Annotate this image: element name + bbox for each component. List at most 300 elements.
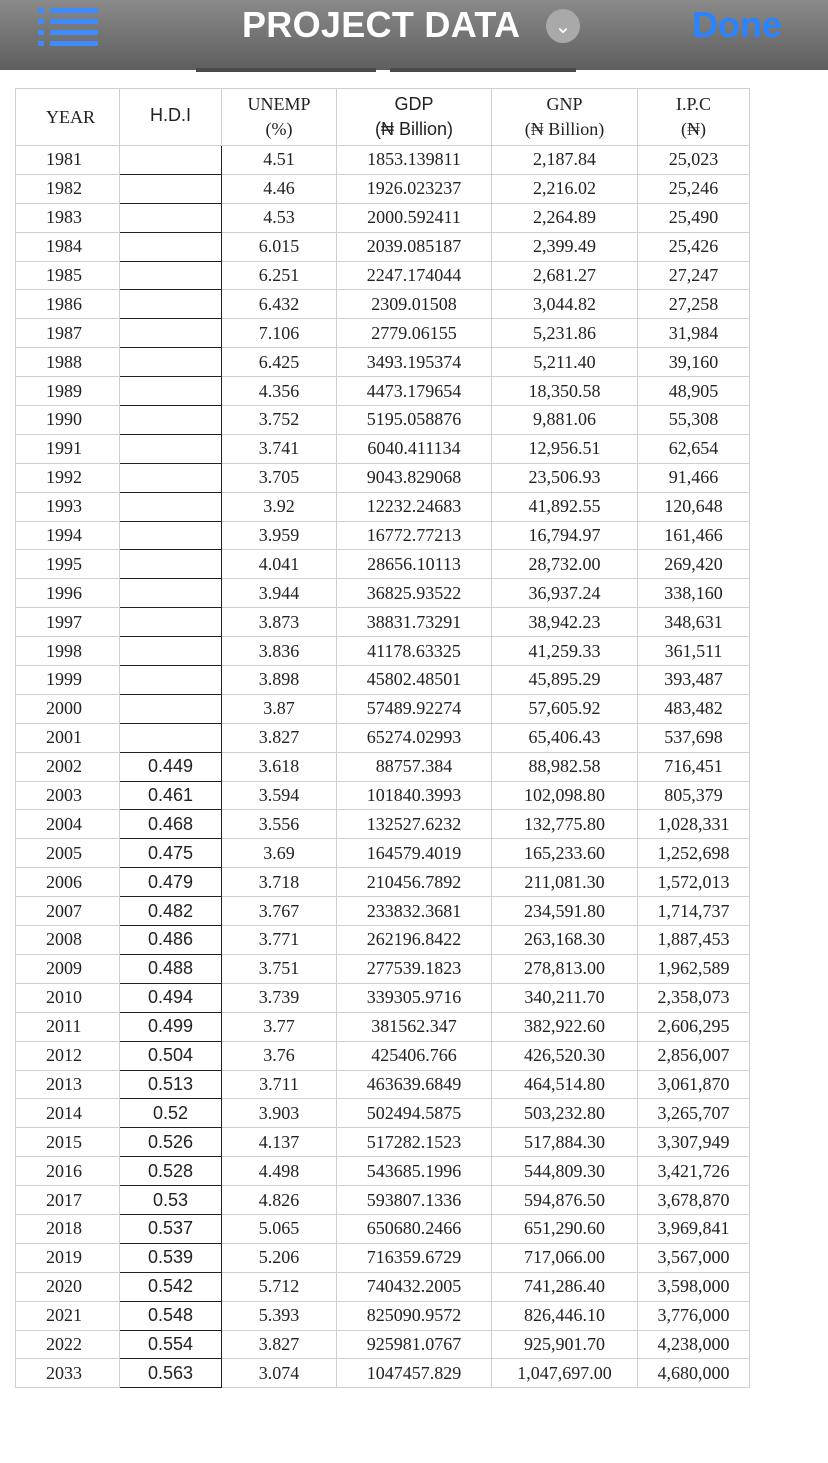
cell-gdp[interactable]: 2779.06155 — [337, 319, 492, 348]
cell-gnp[interactable]: 9,881.06 — [492, 406, 638, 435]
cell-hdi[interactable]: 0.554 — [120, 1330, 222, 1359]
cell-year[interactable]: 1986 — [16, 290, 120, 319]
cell-ipc[interactable]: 2,856,007 — [638, 1041, 750, 1070]
cell-hdi[interactable] — [120, 521, 222, 550]
table-row — [16, 406, 750, 435]
cell-gdp[interactable]: 593807.1336 — [337, 1186, 492, 1215]
cell-ipc[interactable]: 1,887,453 — [638, 926, 750, 955]
cell-year[interactable]: 1984 — [16, 232, 120, 261]
cell-hdi[interactable]: 0.449 — [120, 752, 222, 781]
document-title[interactable]: PROJECT DATA — [242, 4, 521, 45]
table-row — [16, 723, 750, 752]
cell-hdi[interactable]: 0.539 — [120, 1243, 222, 1272]
table-row — [16, 1214, 750, 1243]
cell-year[interactable]: 1990 — [16, 406, 120, 435]
table-row — [16, 377, 750, 406]
cell-hdi[interactable]: 0.461 — [120, 781, 222, 810]
cell-gnp[interactable]: 234,591.80 — [492, 897, 638, 926]
cell-hdi[interactable]: 0.504 — [120, 1041, 222, 1070]
cell-gdp[interactable]: 9043.829068 — [337, 463, 492, 492]
cell-hdi[interactable]: 0.526 — [120, 1128, 222, 1157]
header-unemp: UNEMP (%) — [222, 89, 337, 146]
cell-gnp[interactable]: 2,264.89 — [492, 203, 638, 232]
cell-gnp[interactable]: 165,233.60 — [492, 839, 638, 868]
cell-hdi[interactable]: 0.486 — [120, 926, 222, 955]
cell-hdi[interactable] — [120, 261, 222, 290]
cell-year[interactable]: 1983 — [16, 203, 120, 232]
cell-ipc[interactable]: 1,572,013 — [638, 868, 750, 897]
table-row — [16, 1243, 750, 1272]
cell-gdp[interactable]: 262196.8422 — [337, 926, 492, 955]
cell-year[interactable]: 2005 — [16, 839, 120, 868]
cell-year[interactable]: 1987 — [16, 319, 120, 348]
cell-hdi[interactable]: 0.482 — [120, 897, 222, 926]
cell-ipc[interactable]: 25,426 — [638, 232, 750, 261]
cell-year[interactable]: 2011 — [16, 1012, 120, 1041]
cell-gnp[interactable]: 503,232.80 — [492, 1099, 638, 1128]
cell-ipc[interactable]: 161,466 — [638, 521, 750, 550]
table-row — [16, 637, 750, 666]
cell-gnp[interactable]: 3,044.82 — [492, 290, 638, 319]
cell-gdp[interactable]: 425406.766 — [337, 1041, 492, 1070]
cell-unemp[interactable]: 5.065 — [222, 1214, 337, 1243]
cell-hdi[interactable] — [120, 723, 222, 752]
cell-gnp[interactable]: 594,876.50 — [492, 1186, 638, 1215]
cell-gdp[interactable]: 210456.7892 — [337, 868, 492, 897]
cell-unemp[interactable]: 5.206 — [222, 1243, 337, 1272]
cell-gnp[interactable]: 340,211.70 — [492, 983, 638, 1012]
cell-hdi[interactable]: 0.52 — [120, 1099, 222, 1128]
cell-hdi[interactable] — [120, 492, 222, 521]
cell-year[interactable]: 2017 — [16, 1186, 120, 1215]
cell-gdp[interactable]: 12232.24683 — [337, 492, 492, 521]
cell-gnp[interactable]: 38,942.23 — [492, 608, 638, 637]
cell-unemp[interactable]: 3.92 — [222, 492, 337, 521]
cell-gdp[interactable]: 28656.10113 — [337, 550, 492, 579]
table-row — [16, 781, 750, 810]
cell-gdp[interactable]: 88757.384 — [337, 752, 492, 781]
cell-gnp[interactable]: 826,446.10 — [492, 1301, 638, 1330]
cell-gdp[interactable]: 41178.63325 — [337, 637, 492, 666]
cell-gdp[interactable]: 650680.2466 — [337, 1214, 492, 1243]
cell-gdp[interactable]: 36825.93522 — [337, 579, 492, 608]
cell-gnp[interactable]: 57,605.92 — [492, 694, 638, 723]
cell-hdi[interactable] — [120, 348, 222, 377]
cell-gnp[interactable]: 2,399.49 — [492, 232, 638, 261]
cell-unemp[interactable]: 3.741 — [222, 434, 337, 463]
cell-gnp[interactable]: 132,775.80 — [492, 810, 638, 839]
cell-unemp[interactable]: 3.751 — [222, 954, 337, 983]
cell-gnp[interactable]: 464,514.80 — [492, 1070, 638, 1099]
cell-year[interactable]: 1994 — [16, 521, 120, 550]
cell-year[interactable]: 1982 — [16, 174, 120, 203]
cell-gnp[interactable]: 925,901.70 — [492, 1330, 638, 1359]
cell-unemp[interactable]: 3.771 — [222, 926, 337, 955]
cell-hdi[interactable]: 0.537 — [120, 1214, 222, 1243]
cell-year[interactable]: 1995 — [16, 550, 120, 579]
cell-ipc[interactable]: 31,984 — [638, 319, 750, 348]
cell-hdi[interactable] — [120, 203, 222, 232]
cell-unemp[interactable]: 3.959 — [222, 521, 337, 550]
cell-unemp[interactable]: 3.827 — [222, 1330, 337, 1359]
list-menu-icon[interactable] — [38, 8, 98, 46]
cell-gnp[interactable]: 88,982.58 — [492, 752, 638, 781]
cell-year[interactable]: 2004 — [16, 810, 120, 839]
cell-unemp[interactable]: 3.074 — [222, 1359, 337, 1388]
cell-year[interactable]: 2016 — [16, 1157, 120, 1186]
cell-hdi[interactable] — [120, 174, 222, 203]
cell-hdi[interactable] — [120, 146, 222, 175]
cell-gdp[interactable]: 2247.174044 — [337, 261, 492, 290]
cell-ipc[interactable]: 48,905 — [638, 377, 750, 406]
table-row — [16, 174, 750, 203]
cell-hdi[interactable]: 0.542 — [120, 1272, 222, 1301]
cell-gdp[interactable]: 233832.3681 — [337, 897, 492, 926]
cell-unemp[interactable]: 3.739 — [222, 983, 337, 1012]
cell-unemp[interactable]: 4.356 — [222, 377, 337, 406]
table-row — [16, 492, 750, 521]
cell-unemp[interactable]: 3.618 — [222, 752, 337, 781]
cell-unemp[interactable]: 6.015 — [222, 232, 337, 261]
cell-year[interactable]: 2000 — [16, 694, 120, 723]
cell-gnp[interactable]: 544,809.30 — [492, 1157, 638, 1186]
cell-year[interactable]: 1996 — [16, 579, 120, 608]
cell-unemp[interactable]: 3.836 — [222, 637, 337, 666]
cell-unemp[interactable]: 3.594 — [222, 781, 337, 810]
cell-gnp[interactable]: 651,290.60 — [492, 1214, 638, 1243]
cell-gnp[interactable]: 5,231.86 — [492, 319, 638, 348]
cell-gdp[interactable]: 101840.3993 — [337, 781, 492, 810]
cell-ipc[interactable]: 1,714,737 — [638, 897, 750, 926]
table-row — [16, 290, 750, 319]
table-row — [16, 1301, 750, 1330]
cell-ipc[interactable]: 716,451 — [638, 752, 750, 781]
cell-gnp[interactable]: 28,732.00 — [492, 550, 638, 579]
table-row — [16, 1157, 750, 1186]
cell-year[interactable]: 1981 — [16, 146, 120, 175]
cell-gdp[interactable]: 6040.411134 — [337, 434, 492, 463]
table-row — [16, 579, 750, 608]
cell-ipc[interactable]: 1,962,589 — [638, 954, 750, 983]
cell-unemp[interactable]: 3.903 — [222, 1099, 337, 1128]
table-row — [16, 1272, 750, 1301]
cell-gnp[interactable]: 12,956.51 — [492, 434, 638, 463]
top-toolbar — [0, 0, 828, 70]
table-row — [16, 232, 750, 261]
cell-gnp[interactable]: 41,259.33 — [492, 637, 638, 666]
cell-hdi[interactable] — [120, 637, 222, 666]
cell-year[interactable]: 2007 — [16, 897, 120, 926]
cell-hdi[interactable]: 0.528 — [120, 1157, 222, 1186]
cell-ipc[interactable]: 3,421,726 — [638, 1157, 750, 1186]
cell-year[interactable]: 2002 — [16, 752, 120, 781]
cell-unemp[interactable]: 3.827 — [222, 723, 337, 752]
cell-hdi[interactable] — [120, 434, 222, 463]
cell-year[interactable]: 2008 — [16, 926, 120, 955]
table-row — [16, 203, 750, 232]
cell-gdp[interactable]: 2039.085187 — [337, 232, 492, 261]
cell-hdi[interactable]: 0.468 — [120, 810, 222, 839]
table-row — [16, 1128, 750, 1157]
cell-year[interactable]: 2003 — [16, 781, 120, 810]
cell-gdp[interactable]: 57489.92274 — [337, 694, 492, 723]
cell-gdp[interactable]: 3493.195374 — [337, 348, 492, 377]
cell-gdp[interactable]: 740432.2005 — [337, 1272, 492, 1301]
cell-gnp[interactable]: 5,211.40 — [492, 348, 638, 377]
cell-unemp[interactable]: 5.712 — [222, 1272, 337, 1301]
done-button[interactable]: Done — [692, 4, 782, 45]
cell-gdp[interactable]: 502494.5875 — [337, 1099, 492, 1128]
cell-ipc[interactable]: 3,598,000 — [638, 1272, 750, 1301]
cell-year[interactable]: 1998 — [16, 637, 120, 666]
cell-ipc[interactable]: 3,307,949 — [638, 1128, 750, 1157]
table-row — [16, 261, 750, 290]
cell-unemp[interactable]: 4.51 — [222, 146, 337, 175]
chevron-down-icon[interactable]: ⌄ — [546, 9, 580, 43]
cell-ipc[interactable]: 3,061,870 — [638, 1070, 750, 1099]
cell-ipc[interactable]: 3,776,000 — [638, 1301, 750, 1330]
cell-ipc[interactable]: 2,358,073 — [638, 983, 750, 1012]
cell-ipc[interactable]: 348,631 — [638, 608, 750, 637]
cell-ipc[interactable]: 1,252,698 — [638, 839, 750, 868]
cell-gnp[interactable]: 2,681.27 — [492, 261, 638, 290]
cell-ipc[interactable]: 25,490 — [638, 203, 750, 232]
cell-unemp[interactable]: 3.898 — [222, 666, 337, 695]
cell-gdp[interactable]: 16772.77213 — [337, 521, 492, 550]
cell-unemp[interactable]: 3.752 — [222, 406, 337, 435]
cell-gnp[interactable]: 65,406.43 — [492, 723, 638, 752]
cell-gdp[interactable]: 132527.6232 — [337, 810, 492, 839]
cell-unemp[interactable]: 4.041 — [222, 550, 337, 579]
cell-ipc[interactable]: 25,023 — [638, 146, 750, 175]
cell-year[interactable]: 2013 — [16, 1070, 120, 1099]
cell-gdp[interactable]: 1926.023237 — [337, 174, 492, 203]
cell-ipc[interactable]: 120,648 — [638, 492, 750, 521]
cell-ipc[interactable]: 4,238,000 — [638, 1330, 750, 1359]
cell-ipc[interactable]: 3,678,870 — [638, 1186, 750, 1215]
cell-unemp[interactable]: 4.498 — [222, 1157, 337, 1186]
cell-ipc[interactable]: 361,511 — [638, 637, 750, 666]
table-row — [16, 348, 750, 377]
cell-gnp[interactable]: 23,506.93 — [492, 463, 638, 492]
cell-hdi[interactable]: 0.499 — [120, 1012, 222, 1041]
cell-ipc[interactable]: 338,160 — [638, 579, 750, 608]
cell-unemp[interactable]: 3.767 — [222, 897, 337, 926]
cell-year[interactable]: 2022 — [16, 1330, 120, 1359]
cell-year[interactable]: 1989 — [16, 377, 120, 406]
table-row — [16, 1330, 750, 1359]
cell-gnp[interactable]: 102,098.80 — [492, 781, 638, 810]
cell-ipc[interactable]: 537,698 — [638, 723, 750, 752]
cell-gdp[interactable]: 277539.1823 — [337, 954, 492, 983]
table-row — [16, 608, 750, 637]
cell-unemp[interactable]: 3.556 — [222, 810, 337, 839]
cell-unemp[interactable]: 4.137 — [222, 1128, 337, 1157]
cell-year[interactable]: 1985 — [16, 261, 120, 290]
cell-ipc[interactable]: 27,247 — [638, 261, 750, 290]
cell-hdi[interactable]: 0.548 — [120, 1301, 222, 1330]
table-row — [16, 983, 750, 1012]
cell-hdi[interactable] — [120, 290, 222, 319]
cell-gdp[interactable]: 2000.592411 — [337, 203, 492, 232]
cell-gdp[interactable]: 825090.9572 — [337, 1301, 492, 1330]
cell-hdi[interactable]: 0.563 — [120, 1359, 222, 1388]
cell-hdi[interactable] — [120, 232, 222, 261]
cell-gnp[interactable]: 45,895.29 — [492, 666, 638, 695]
cell-gdp[interactable]: 2309.01508 — [337, 290, 492, 319]
cell-gdp[interactable]: 5195.058876 — [337, 406, 492, 435]
cell-ipc[interactable]: 55,308 — [638, 406, 750, 435]
cell-gdp[interactable]: 543685.1996 — [337, 1157, 492, 1186]
cell-gdp[interactable]: 1047457.829 — [337, 1359, 492, 1388]
cell-hdi[interactable]: 0.494 — [120, 983, 222, 1012]
table-row — [16, 1041, 750, 1070]
cell-unemp[interactable]: 5.393 — [222, 1301, 337, 1330]
cell-year[interactable]: 1993 — [16, 492, 120, 521]
cell-year[interactable]: 1999 — [16, 666, 120, 695]
cell-ipc[interactable]: 91,466 — [638, 463, 750, 492]
cell-hdi[interactable] — [120, 377, 222, 406]
cell-ipc[interactable]: 3,265,707 — [638, 1099, 750, 1128]
cell-unemp[interactable]: 4.53 — [222, 203, 337, 232]
cell-unemp[interactable]: 4.826 — [222, 1186, 337, 1215]
cell-gdp[interactable]: 463639.6849 — [337, 1070, 492, 1099]
cell-hdi[interactable] — [120, 550, 222, 579]
cell-year[interactable]: 2019 — [16, 1243, 120, 1272]
header-gdp: GDP (₦ Billion) — [337, 89, 492, 146]
cell-ipc[interactable]: 39,160 — [638, 348, 750, 377]
cell-ipc[interactable]: 3,567,000 — [638, 1243, 750, 1272]
cell-hdi[interactable]: 0.488 — [120, 954, 222, 983]
table-row — [16, 1359, 750, 1388]
cell-unemp[interactable]: 3.76 — [222, 1041, 337, 1070]
cell-ipc[interactable]: 3,969,841 — [638, 1214, 750, 1243]
table-row — [16, 1012, 750, 1041]
cell-unemp[interactable]: 4.46 — [222, 174, 337, 203]
cell-hdi[interactable] — [120, 406, 222, 435]
table-row — [16, 463, 750, 492]
cell-year[interactable]: 2010 — [16, 983, 120, 1012]
cell-gnp[interactable]: 41,892.55 — [492, 492, 638, 521]
cell-year[interactable]: 2001 — [16, 723, 120, 752]
cell-unemp[interactable]: 3.711 — [222, 1070, 337, 1099]
cell-hdi[interactable]: 0.513 — [120, 1070, 222, 1099]
cell-ipc[interactable]: 4,680,000 — [638, 1359, 750, 1388]
cell-ipc[interactable]: 483,482 — [638, 694, 750, 723]
cell-ipc[interactable]: 393,487 — [638, 666, 750, 695]
header-gnp: GNP (₦ Billion) — [492, 89, 638, 146]
cell-gnp[interactable]: 16,794.97 — [492, 521, 638, 550]
cell-ipc[interactable]: 1,028,331 — [638, 810, 750, 839]
cell-unemp[interactable]: 3.873 — [222, 608, 337, 637]
cell-hdi[interactable] — [120, 463, 222, 492]
cell-gdp[interactable]: 4473.179654 — [337, 377, 492, 406]
cell-gdp[interactable]: 925981.0767 — [337, 1330, 492, 1359]
cell-hdi[interactable] — [120, 608, 222, 637]
cell-year[interactable]: 2033 — [16, 1359, 120, 1388]
cell-gnp[interactable]: 2,216.02 — [492, 174, 638, 203]
cell-hdi[interactable]: 0.479 — [120, 868, 222, 897]
cell-unemp[interactable]: 3.718 — [222, 868, 337, 897]
cell-unemp[interactable]: 3.944 — [222, 579, 337, 608]
cell-year[interactable]: 2006 — [16, 868, 120, 897]
table-row — [16, 1070, 750, 1099]
cell-unemp[interactable]: 6.425 — [222, 348, 337, 377]
cell-unemp[interactable]: 3.77 — [222, 1012, 337, 1041]
cell-hdi[interactable] — [120, 579, 222, 608]
cell-gnp[interactable]: 741,286.40 — [492, 1272, 638, 1301]
cell-gnp[interactable]: 1,047,697.00 — [492, 1359, 638, 1388]
cell-gnp[interactable]: 2,187.84 — [492, 146, 638, 175]
cell-hdi[interactable] — [120, 694, 222, 723]
table-row — [16, 868, 750, 897]
cell-gdp[interactable]: 339305.9716 — [337, 983, 492, 1012]
table-row — [16, 954, 750, 983]
cell-gnp[interactable]: 382,922.60 — [492, 1012, 638, 1041]
cell-gnp[interactable]: 36,937.24 — [492, 579, 638, 608]
cell-gnp[interactable]: 211,081.30 — [492, 868, 638, 897]
header-year: YEAR — [16, 89, 120, 146]
table-row — [16, 319, 750, 348]
cell-gdp[interactable]: 65274.02993 — [337, 723, 492, 752]
cell-year[interactable]: 2015 — [16, 1128, 120, 1157]
cell-year[interactable]: 2012 — [16, 1041, 120, 1070]
cell-gdp[interactable]: 38831.73291 — [337, 608, 492, 637]
cell-unemp[interactable]: 3.705 — [222, 463, 337, 492]
cell-year[interactable]: 2009 — [16, 954, 120, 983]
cell-gdp[interactable]: 381562.347 — [337, 1012, 492, 1041]
cell-ipc[interactable]: 62,654 — [638, 434, 750, 463]
cell-hdi[interactable] — [120, 666, 222, 695]
cell-gdp[interactable]: 164579.4019 — [337, 839, 492, 868]
cell-ipc[interactable]: 2,606,295 — [638, 1012, 750, 1041]
cell-gnp[interactable]: 278,813.00 — [492, 954, 638, 983]
cell-gdp[interactable]: 716359.6729 — [337, 1243, 492, 1272]
cell-year[interactable]: 2020 — [16, 1272, 120, 1301]
cell-year[interactable]: 2014 — [16, 1099, 120, 1128]
cell-unemp[interactable]: 3.69 — [222, 839, 337, 868]
cell-unemp[interactable]: 3.87 — [222, 694, 337, 723]
cell-unemp[interactable]: 6.432 — [222, 290, 337, 319]
cell-gnp[interactable]: 263,168.30 — [492, 926, 638, 955]
cell-hdi[interactable]: 0.475 — [120, 839, 222, 868]
cell-hdi[interactable] — [120, 319, 222, 348]
header-ipc: I.P.C (₦) — [638, 89, 750, 146]
cell-gnp[interactable]: 426,520.30 — [492, 1041, 638, 1070]
cell-year[interactable]: 2021 — [16, 1301, 120, 1330]
cell-gdp[interactable]: 517282.1523 — [337, 1128, 492, 1157]
cell-gdp[interactable]: 1853.139811 — [337, 146, 492, 175]
cell-hdi[interactable]: 0.53 — [120, 1186, 222, 1215]
table-row — [16, 1099, 750, 1128]
cell-gnp[interactable]: 517,884.30 — [492, 1128, 638, 1157]
cell-year[interactable]: 1988 — [16, 348, 120, 377]
cell-year[interactable]: 1992 — [16, 463, 120, 492]
cell-ipc[interactable]: 269,420 — [638, 550, 750, 579]
cell-ipc[interactable]: 27,258 — [638, 290, 750, 319]
cell-unemp[interactable]: 7.106 — [222, 319, 337, 348]
cell-gnp[interactable]: 18,350.58 — [492, 377, 638, 406]
tab-indicator — [196, 68, 376, 72]
cell-year[interactable]: 2018 — [16, 1214, 120, 1243]
cell-year[interactable]: 1991 — [16, 434, 120, 463]
cell-ipc[interactable]: 25,246 — [638, 174, 750, 203]
cell-year[interactable]: 1997 — [16, 608, 120, 637]
cell-gnp[interactable]: 717,066.00 — [492, 1243, 638, 1272]
cell-ipc[interactable]: 805,379 — [638, 781, 750, 810]
cell-gdp[interactable]: 45802.48501 — [337, 666, 492, 695]
cell-unemp[interactable]: 6.251 — [222, 261, 337, 290]
